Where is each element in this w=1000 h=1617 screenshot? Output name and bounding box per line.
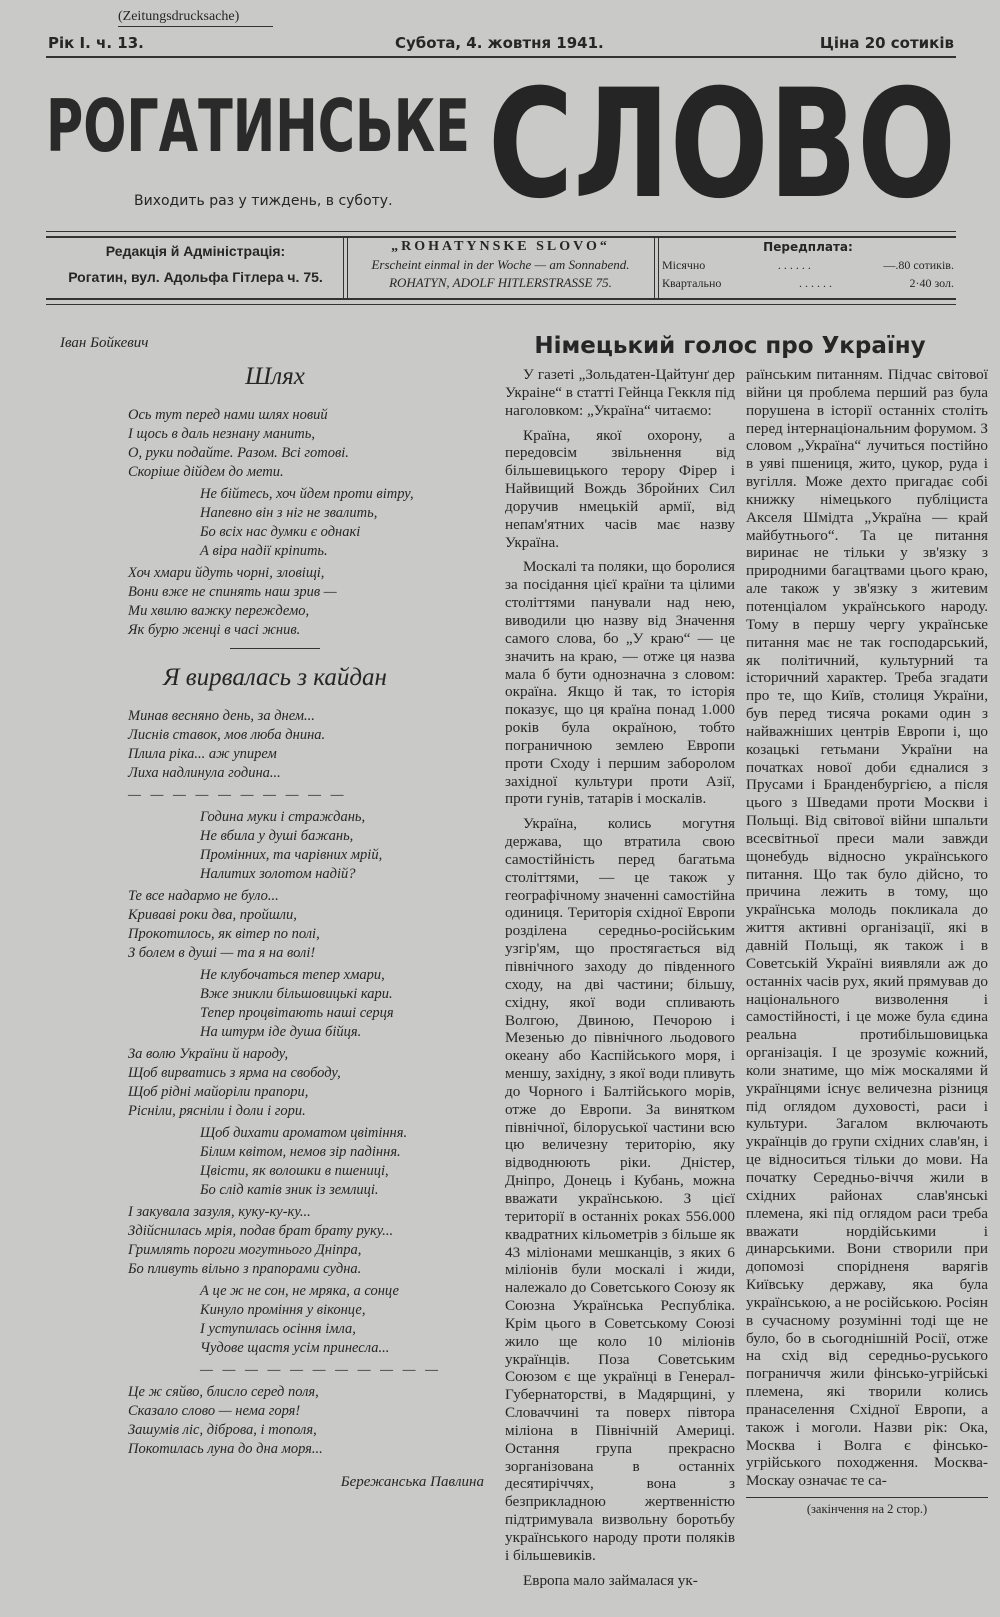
poem-line: Сказало слово — нема горя! xyxy=(128,1403,301,1419)
poem-line: Лиха надлинула година... xyxy=(128,765,281,781)
leader-dots: . . . . . . xyxy=(798,276,832,290)
stanza xyxy=(200,966,490,1042)
divider xyxy=(46,298,956,305)
leader-dots: . . . . . . xyxy=(777,258,811,272)
poem-line: І закувала зазуля, куку-ку-ку... xyxy=(128,1204,311,1220)
poem-body xyxy=(60,707,490,1459)
poem-line: Щоб рідні майоріли прапори, xyxy=(128,1084,309,1100)
stanza xyxy=(200,808,490,884)
poem-line: Ми хвилю важку переждемо, xyxy=(128,603,310,619)
divider xyxy=(118,26,273,27)
article-paragraph: Москалі та поляки, що боролися за посідання цієї країни та цілими століттями панували над нею, виводили цю назву від Значення самого слова, бо „У краю“ — це значить на краю, — отже ця назва мала б бути однозначна з словом: окраїна. Якщо й так, то історія показує, що ця країна понад 1.000 років була окраїною, тобто пограничною землею Европи проти Сходу і першим заборолом західної культури проти Азії, проти гунів, татарів і москалів. xyxy=(505,558,735,808)
article-paragraph: У газеті „Зольдатен-Цайтунґ дер Украіне“ в статті Гейнца Геккля під наголовком: „Україна“ читаємо: xyxy=(505,366,735,419)
editorial-info xyxy=(48,238,343,296)
article-paragraph: раїнським питанням. Підчас світової війни ця проблема перший раз була порушена в історії останніх століть перед інтернаціональним форумом. З словом „Україна“ лучиться постійно в уяві пшениця, жито, цукор, руда і вугілля. Може дехто пригадає собі книжку німецького публіциста Акселя Шмідта „Україна — край майбутнього“. Та це питання виринає не тільки у зв'язку з природними багацтвами цього краю, але також у зв'язку з житевим потенціалом українського народу. Тому в першу чергу українське питання має не так господарський, як політичний, культурний та історичний характер. Треба згадати про те, що Київ, столиця України, був перед тисяча роками один з найважніших центрів Европи і, що козацькі гетьмани України на початках нової доби єдналися з Прусами і Бранденбургією, а після цього з Шведами проти Москви і Польщі. Від світової війни шпальти всесвітньої преси мали завжди щонебудь відносно українського питання. Що так було дійсно, то причина лежить в тому, що українська молодь покликала до життя активні організації, які в давній Польщі, як також і в Советській Україні виявляли аж до останніх часів рух, який прямував до національного визволення і самостійності, і це може була єдина реальна протибільшовицька організація. І це зрозуміє кожний, коли знатиме, що між москалями й українцями існує величезна різниця під оглядом духовості, раси і культури. Загалом включають українців до групи східних слав'ян, і це відноситься тільки до мови. На початку Середньо-віччя жили в східних районах слав'янські племена, які під оглядом раси треба вважати нордійськими і динарськими. Вони створили при допомозі спорідненя варягів Київську державу, яка була українською, а не російською. Росіян в сучасному розумінні тоді ще не було, бо в сьогоднішній Росії, отже на схід від середньо-руського пограниччя жили фінсько-угрійські племена, які творили колись пранаселення Східної Европи, а також і моголи. Назви рік: Ока, Москва і Волга є фінсько-угрійського походження. Москва-Москау означає те са- xyxy=(746,366,988,1490)
poem-line: Чудове щастя усім принесла... xyxy=(200,1340,390,1356)
divider xyxy=(230,648,320,649)
postal-note: (Zeitungsdrucksache) xyxy=(118,9,240,24)
poem-line: Рісніли, рясніли і доли і гори. xyxy=(128,1103,306,1119)
poem-line: Зашумів ліс, діброва, і тополя, xyxy=(128,1422,317,1438)
poem-line: Бо пливуть вільно з прапорами судна. xyxy=(128,1261,362,1277)
poem-line: Промінних, та чарівних мрій, xyxy=(200,847,383,863)
poem-line: Тепер процвітають наші серця xyxy=(200,1005,394,1021)
poem-title: Шлях xyxy=(245,363,305,390)
poem-line: Скоріше дійдем до мети. xyxy=(128,464,284,480)
poem-line: З болем в душі — та я на волі! xyxy=(128,945,316,961)
subscription-price: —.80 сотиків. xyxy=(883,258,954,272)
poem-author: Іван Бойкевич xyxy=(60,335,149,351)
issue-price: Ціна 20 сотиків xyxy=(819,34,954,52)
poem-line: І уступилась осіння імла, xyxy=(200,1321,356,1337)
subscription-period: Місячно xyxy=(662,258,706,272)
stanza xyxy=(128,887,490,963)
subscription-info xyxy=(662,238,954,296)
stanza xyxy=(200,1282,490,1358)
poem-line: А віра надії кріпить. xyxy=(200,543,328,559)
german-address: ROHATYN, ADOLF HITLERSTRASSE 75. xyxy=(389,275,612,290)
subscription-row xyxy=(662,256,954,274)
poem-line: На штурм іде душа бійця. xyxy=(200,1024,362,1040)
stanza xyxy=(200,1124,490,1200)
publication-frequency: Виходить раз у тиждень, в суботу. xyxy=(134,193,393,209)
poem-line: Напевно він з ніг не звалить, xyxy=(200,505,378,521)
german-info xyxy=(348,238,653,296)
poem-line: І щось в даль незнану манить, xyxy=(128,426,315,442)
article-paragraph: Країна, якої охорону, а передовсім звільнення від більшевицького терору Фірер і Найвищий Вождь Збройних Сил доручив нмецькій армії, від непам'ятних часів має назву Україна. xyxy=(505,426,735,551)
poem-line: Цвісти, як волошки в пшениці, xyxy=(200,1163,389,1179)
stanza xyxy=(128,707,490,783)
poem-line: Покотилась луна до дна моря... xyxy=(128,1441,323,1457)
poem-line: Година муки і страждань, xyxy=(200,809,366,825)
german-title: „ROHATYNSKE SLOVO“ xyxy=(391,239,610,254)
divider xyxy=(46,231,956,238)
poem-line: Бо слід катів зник із землиці. xyxy=(200,1182,379,1198)
poem-line: Гримлять пороги могутнього Дніпра, xyxy=(128,1242,362,1258)
article-column-2 xyxy=(746,366,988,1517)
poem-line: Кинуло проміння у віконце, xyxy=(200,1302,366,1318)
poems-column xyxy=(60,334,490,1491)
article-body xyxy=(505,366,988,1597)
subscription-period: Квартально xyxy=(662,276,722,290)
poem-line: Не бійтесь, хоч йдем проти вітру, xyxy=(200,486,414,502)
article-paragraph: Европа мало займалася ук- xyxy=(523,1571,698,1589)
stanza xyxy=(128,406,490,482)
poem-line: Налитих золотом надій? xyxy=(200,866,356,882)
poem-line: Прокотилось, як вітер по полі, xyxy=(128,926,320,942)
issue-number: Рік I. ч. 13. xyxy=(48,34,144,52)
continuation-note: (закінчення на 2 стор.) xyxy=(806,1502,928,1517)
poem-line: Щоб вирватись з ярма на свободу, xyxy=(128,1065,341,1081)
poem-line: Це ж сяйво, блисло серед поля, xyxy=(128,1384,319,1400)
poem-line: Минав весняно день, за днем... xyxy=(128,708,315,724)
issue-date: Субота, 4. жовтня 1941. xyxy=(395,34,604,52)
poem-line: Бо всіх нас думки є однакі xyxy=(200,524,361,540)
article-column-1 xyxy=(505,366,735,1597)
poem-line: Те все надармо не було... xyxy=(128,888,279,904)
stanza xyxy=(128,1383,490,1459)
masthead-title-part2 xyxy=(488,58,957,232)
poem-line: Вони вже не спинять наш зрив — xyxy=(128,584,337,600)
poem-line: За волю України й народу, xyxy=(128,1046,289,1062)
article-column-2-text xyxy=(746,366,988,1490)
poem-line: Хоч хмари йдуть чорні, зловіщі, xyxy=(128,565,325,581)
masthead-title-part1-text: РОГАТИНСЬКЕ xyxy=(46,84,470,168)
german-frequency: Erscheint einmal in der Woche — am Sonnabend. xyxy=(371,257,630,272)
poem-line: Ось тут перед нами шлях новий xyxy=(128,407,328,423)
poem-line: Як бурю женці в часі жнив. xyxy=(128,622,301,638)
poem-line: О, руки подайте. Разом. Всі готові. xyxy=(128,445,349,461)
subscription-label: Передплата: xyxy=(763,240,853,254)
editorial-address: Рогатин, вул. Адольфа Гітлера ч. 75. xyxy=(68,269,323,285)
poem-line: Здійснилась мрія, подав брат брату руку... xyxy=(128,1223,394,1239)
article-title: Німецький голос про Україну xyxy=(534,333,926,359)
poem-line: Не вбила у душі бажань, xyxy=(200,828,354,844)
poem-line: Вже зникли більшовицькі кари. xyxy=(200,986,393,1002)
editorial-label: Редакція й Адміністрація: xyxy=(105,243,286,259)
dash-separator: — — — — — — — — — — xyxy=(128,787,347,803)
poem-line: Щоб дихати ароматом цвітіння. xyxy=(200,1125,408,1141)
poem-body xyxy=(60,406,490,640)
poem-line: Не клубочаться тепер хмари, xyxy=(200,967,385,983)
article-paragraph: Україна, колись могутня держава, що втратила свою самостійність перед багатьма століттями, — це також у географічному значенні самостійна одиниця. Територія східної Европи розділена середньо-російським узгір'ям, що простягається від північного заходу до південного сходу, на дві частини; більшу, східну, якої води спливають Волгою, Двиною, Печорою і Мезенью до північного льодового океану або Каспійського моря, і меншу, західну, з якої води пливуть до Чорного і Балтійського морів, отже до Европи. За винятком північної, білоруської частини всю цю величезну територію, яку відводнюють ріки. Дністер, Дніпро, Донець і Кубань, можна вважати українською. З цієї території в останніх роках 556.000 квадратних кільометрів з більше як 43 міліонами мешканців, з яких 6 міліонів були москалі і жиди, належало до Советського Союзу як Союзна Українська Республіка. Крім цього в Советському Союзі жило ще коло 10 міліонів українців. Поза Советським Союзом є ще українці в Генерал-Губернаторстві, в Мадярщині, у Словаччині та поверх півтора міліона в Північній Америці. Остання група прекрасно зорганізована в останніх десятиріччях, вона з безприкладною жертвенністю підтримувала визвольну боротьбу українського народу проти поляків і більшевиків. xyxy=(505,815,735,1564)
stanza xyxy=(200,485,490,561)
poem-line: Криваві роки два, пройшли, xyxy=(128,907,297,923)
poem-line: Лиснів ставок, мов люба днина. xyxy=(128,727,326,743)
masthead-title-part1 xyxy=(46,84,470,168)
stanza xyxy=(128,1203,490,1279)
divider xyxy=(654,236,659,298)
subscription-row xyxy=(662,274,954,292)
dash-separator: — — — — — — — — — — — xyxy=(200,1362,442,1378)
poem-line: Плила ріка... аж упирем xyxy=(128,746,277,762)
stanza xyxy=(128,1045,490,1121)
poem-author: Бережанська Павлина xyxy=(340,1474,484,1490)
stanza xyxy=(128,564,490,640)
masthead-title-part2-text: СЛОВО xyxy=(488,58,957,232)
poem-title: Я вирвалась з кайдан xyxy=(163,664,387,691)
poem-line: А це ж не сон, не мряка, а сонце xyxy=(200,1283,399,1299)
poem-line: Білим квітом, немов зір падіння. xyxy=(200,1144,401,1160)
subscription-price: 2·40 зол. xyxy=(909,276,954,290)
